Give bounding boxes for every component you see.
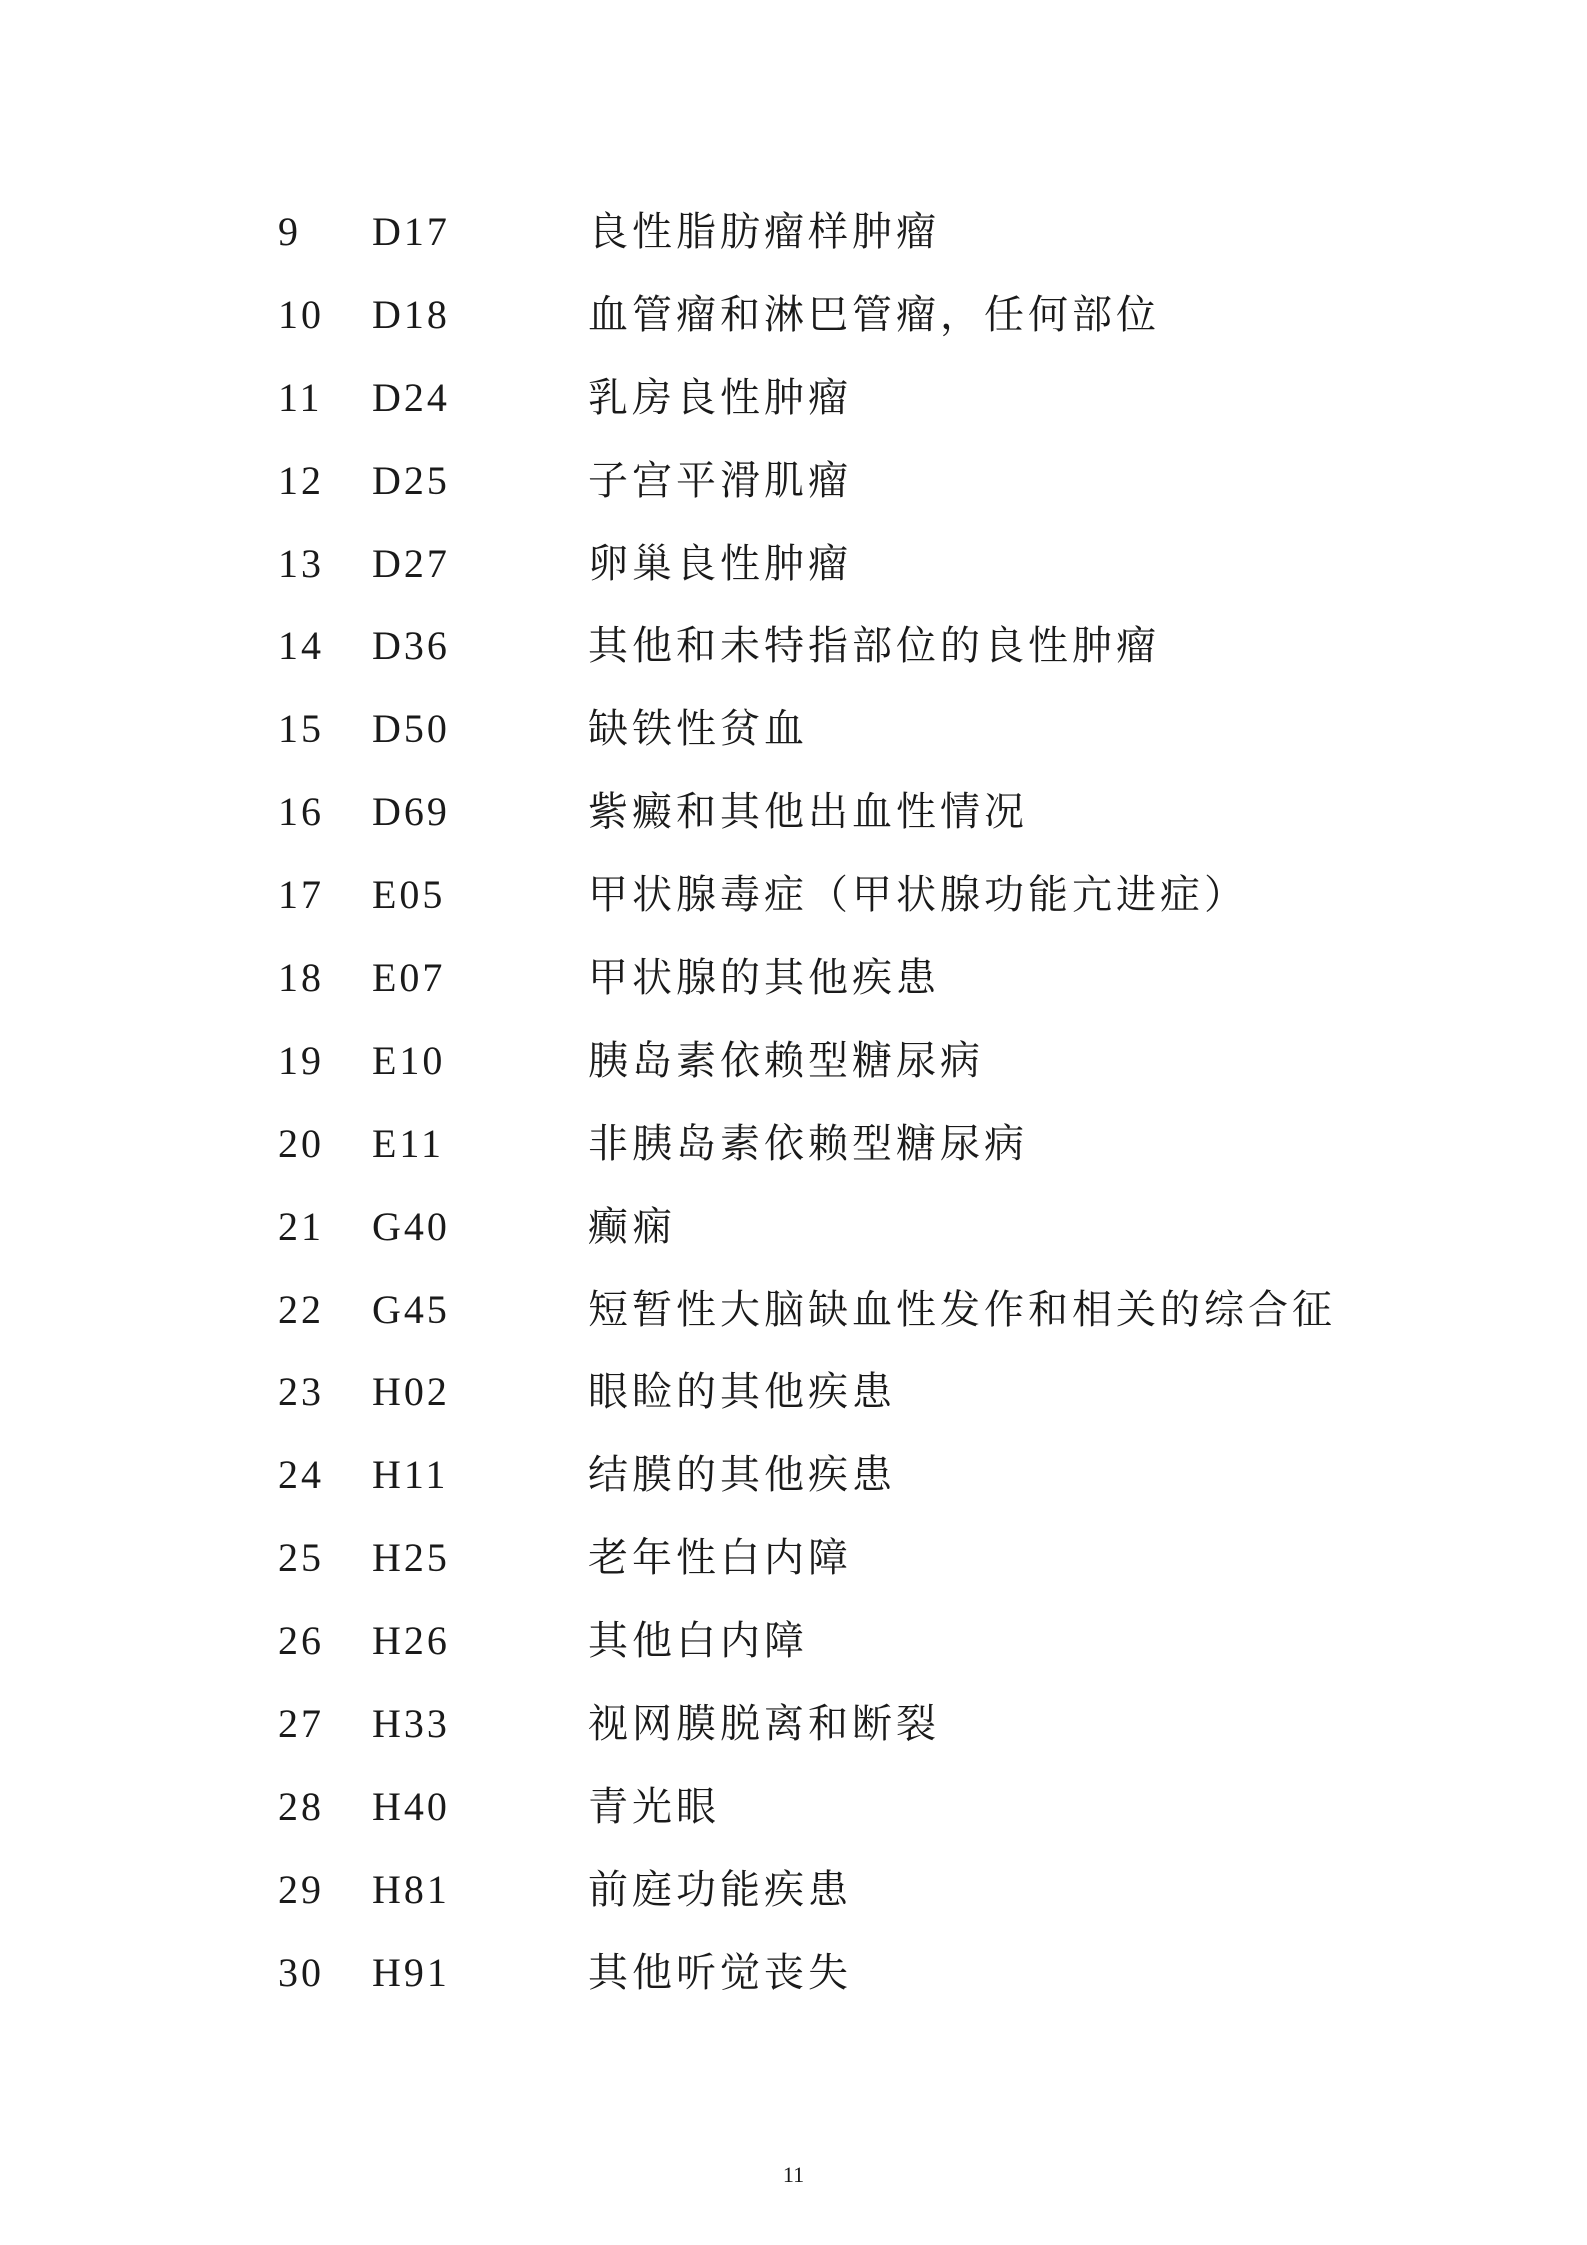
item-code: D17 [372,209,450,254]
item-number: 30 [278,1949,324,1995]
item-code: H33 [372,1701,450,1747]
item-code: E07 [372,955,446,1001]
item-number: 15 [278,706,324,752]
list-item [0,208,1587,291]
list-item [0,1534,1587,1617]
item-number: 9 [278,209,301,254]
item-number: 10 [278,291,324,337]
list-item [0,1368,1587,1451]
page-number: 11 [782,2162,805,2187]
item-disease-name: 甲状腺的其他疾患 [588,955,940,1002]
item-disease-name: 其他白内障 [588,1618,808,1665]
list-item [0,374,1587,457]
item-disease-name: 甲状腺毒症（甲状腺功能亢进症） [588,872,1248,919]
item-number: 21 [278,1203,324,1249]
item-disease-name: 前庭功能疾患 [588,1866,852,1913]
item-disease-name: 其他听觉丧失 [588,1949,852,1996]
item-number: 12 [278,457,324,503]
item-number: 24 [278,1452,324,1498]
list-item [0,1203,1587,1286]
item-code: E11 [372,1120,444,1166]
item-number: 26 [278,1618,324,1664]
item-number: 14 [278,623,324,669]
list-item [0,540,1587,623]
item-disease-name: 老年性白内障 [588,1535,852,1582]
item-disease-name: 卵巢良性肿瘤 [588,540,852,587]
item-code: D27 [372,540,450,586]
item-disease-name: 结膜的其他疾患 [588,1452,896,1499]
item-number: 28 [278,1783,324,1829]
item-disease-name: 胰岛素依赖型糖尿病 [588,1037,984,1084]
list-item [0,1700,1587,1783]
item-code: H91 [372,1949,450,1995]
item-code: D24 [372,374,450,420]
disease-code-list [0,208,1587,2032]
item-code: D25 [372,457,450,503]
item-number: 20 [278,1120,324,1166]
item-code: G40 [372,1203,450,1249]
item-number: 25 [278,1535,324,1581]
item-code: H26 [372,1618,450,1664]
item-disease-name: 其他和未特指部位的良性肿瘤 [588,623,1160,670]
item-number: 22 [278,1286,324,1332]
item-number: 27 [278,1701,324,1747]
item-disease-name: 良性脂肪瘤样肿瘤 [588,209,940,255]
list-item [0,1866,1587,1949]
item-number: 29 [278,1866,324,1912]
item-number: 16 [278,789,324,835]
item-code: D18 [372,291,450,337]
item-code: H25 [372,1535,450,1581]
item-disease-name: 子宫平滑肌瘤 [588,457,852,504]
item-code: H02 [372,1369,450,1415]
list-item [0,788,1587,871]
item-disease-name: 视网膜脱离和断裂 [588,1701,940,1748]
list-item [0,954,1587,1037]
item-number: 18 [278,955,324,1001]
item-disease-name: 非胰岛素依赖型糖尿病 [588,1120,1028,1167]
list-item [0,1451,1587,1534]
item-disease-name: 青光眼 [588,1783,720,1830]
item-disease-name: 血管瘤和淋巴管瘤，任何部位 [588,291,1160,338]
list-item [0,1617,1587,1700]
list-item [0,1783,1587,1866]
item-disease-name: 短暂性大脑缺血性发作和相关的综合征 [588,1286,1336,1333]
item-number: 23 [278,1369,324,1415]
item-code: D50 [372,706,450,752]
item-disease-name: 紫癜和其他出血性情况 [588,789,1028,836]
item-code: E10 [372,1037,446,1083]
item-code: D69 [372,789,450,835]
item-disease-name: 缺铁性贫血 [588,706,808,753]
item-code: E05 [372,872,446,918]
item-disease-name: 乳房良性肿瘤 [588,374,852,421]
item-code: G45 [372,1286,450,1332]
list-item [0,705,1587,788]
list-item [0,622,1587,705]
list-item [0,1286,1587,1369]
list-item [0,291,1587,374]
item-number: 13 [278,540,324,586]
item-number: 17 [278,872,324,918]
item-code: H81 [372,1866,450,1912]
item-code: H40 [372,1783,450,1829]
item-disease-name: 眼睑的其他疾患 [588,1369,896,1416]
item-code: H11 [372,1452,449,1498]
item-code: D36 [372,623,450,669]
list-item [0,1037,1587,1120]
list-item [0,1120,1587,1203]
item-number: 11 [278,374,323,420]
item-disease-name: 癫痫 [588,1203,676,1250]
list-item [0,457,1587,540]
list-item [0,1949,1587,2032]
list-item [0,871,1587,954]
item-number: 19 [278,1037,324,1083]
